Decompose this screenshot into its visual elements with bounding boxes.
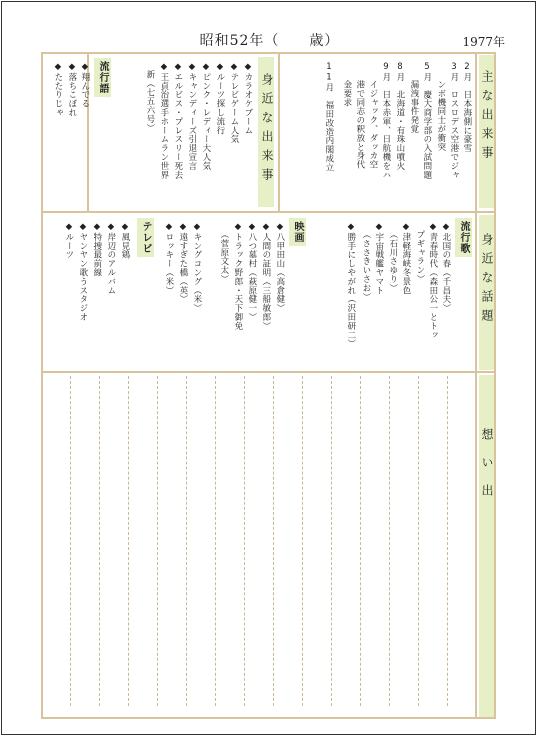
- nearby-item: 新（七五六号）: [144, 70, 155, 133]
- writing-line[interactable]: [186, 376, 187, 706]
- song-item: ◆北国の春（千昌夫）: [440, 222, 451, 313]
- writing-line[interactable]: [215, 376, 216, 706]
- tv-heading: テレビ: [137, 218, 154, 257]
- year-label: 1977年: [462, 35, 505, 49]
- movie-item: ◆人間の証明（三船敏郎）: [260, 222, 271, 331]
- writing-line[interactable]: [389, 376, 390, 706]
- movie-item: ◆トラック野郎・天下御免: [232, 222, 243, 331]
- nearby-item: ◆王貞治選手ホームラン世界: [158, 62, 169, 180]
- page-title: 昭和52年（ 歳）: [199, 33, 340, 49]
- movies-heading: 映画: [289, 218, 306, 246]
- event-line: 漏洩事件発覚: [408, 80, 419, 134]
- writing-line[interactable]: [360, 376, 361, 706]
- event-line: 港で同志の釈放と身代: [354, 80, 365, 169]
- nearby-item: ◆ルーツ探し流行: [214, 62, 225, 135]
- memories-tab-bg: [479, 375, 494, 717]
- writing-line[interactable]: [273, 376, 274, 706]
- film-item: ◆遠すぎた橋（英）: [177, 222, 188, 304]
- songs-heading: 流行歌: [455, 218, 472, 257]
- writing-line[interactable]: [331, 376, 332, 706]
- writing-line[interactable]: [302, 376, 303, 706]
- tv-item: ◆岸辺のアルバム: [105, 222, 116, 295]
- topics-divider: [41, 371, 496, 373]
- buzzwords-heading: 流行語: [94, 58, 111, 97]
- tv-item: ◆風見鶏: [119, 222, 130, 260]
- nearby-item: ◆テレビゲーム人気: [228, 62, 239, 144]
- song-item: ◆勝手にしやがれ（沢田研二）: [345, 222, 356, 349]
- event-line: 3月 ロスロデス空港でジャ: [448, 62, 459, 180]
- event-line: 9月 日本赤軍、日航機をハ: [380, 62, 391, 180]
- nearby-item: ◆カラオケブーム: [242, 62, 253, 135]
- writing-line[interactable]: [157, 376, 158, 706]
- writing-line[interactable]: [447, 376, 448, 706]
- movie-item: ◆八つ墓村（萩原健一）: [246, 222, 257, 322]
- event-line: ンボ機同士が衝突: [435, 80, 446, 152]
- buzzword-item: ◆翔んでる: [79, 62, 90, 108]
- buzzword-item: ◆落ちこぼれ: [66, 62, 77, 117]
- writing-line[interactable]: [128, 376, 129, 706]
- writing-line[interactable]: [99, 376, 100, 706]
- song-item: ◆青春時代（森田公一とトッ: [427, 222, 438, 340]
- topics-section-label: 身近な話題: [480, 233, 494, 328]
- nearby-item: ◆エルビス・プレスリー死去: [172, 62, 183, 180]
- song-item: （ささきいさお）: [360, 230, 371, 302]
- event-line: イジャック、ダッカ空: [367, 80, 378, 169]
- event-line: 8月 北海道・有珠山噴火: [394, 62, 405, 171]
- events-section-label: 主な出来事: [480, 70, 494, 165]
- memories-section-label: 想い出: [480, 428, 494, 512]
- movie-item: ◆八甲田山（高倉健）: [274, 222, 285, 313]
- film-item: ◆ロッキー（米）: [163, 222, 174, 295]
- nearby-item: ◆キャンディーズ引退宣言: [186, 62, 197, 171]
- film-item: ◆キングコング（米）: [191, 222, 202, 313]
- event-line: 2月 日本海側に豪雪: [461, 62, 472, 153]
- event-line: 5月 慶大商学部の入試問題: [421, 62, 432, 180]
- song-item: プギャラン）: [414, 230, 425, 284]
- label-column-divider: [475, 52, 477, 719]
- tv-item: ◆ルーツ: [63, 222, 74, 260]
- song-item: ◆宇宙戦艦ヤマト: [373, 222, 384, 295]
- nearby-divider-right: [278, 52, 280, 211]
- nearby-item: ◆ピンク・レディー大人気: [200, 62, 211, 171]
- writing-line[interactable]: [70, 376, 71, 706]
- nearby-section-label: 身近な出来事: [260, 73, 274, 187]
- event-line: 11月 福田改造内閣成立: [323, 62, 334, 172]
- writing-line[interactable]: [244, 376, 245, 706]
- writing-line[interactable]: [418, 376, 419, 706]
- tv-item: ◆特捜最前線: [91, 222, 102, 277]
- tv-item: ◆ヤンヤン歌うスタジオ: [77, 222, 88, 322]
- song-item: ◆津軽海峡冬景色: [400, 222, 411, 295]
- event-line: 金要求: [341, 80, 352, 107]
- movie-item: （菅原文太）: [218, 230, 229, 284]
- buzzword-item: ◆たたりじゃ: [52, 62, 63, 117]
- song-item: （石川さゆり）: [387, 230, 398, 293]
- events-divider: [41, 211, 496, 213]
